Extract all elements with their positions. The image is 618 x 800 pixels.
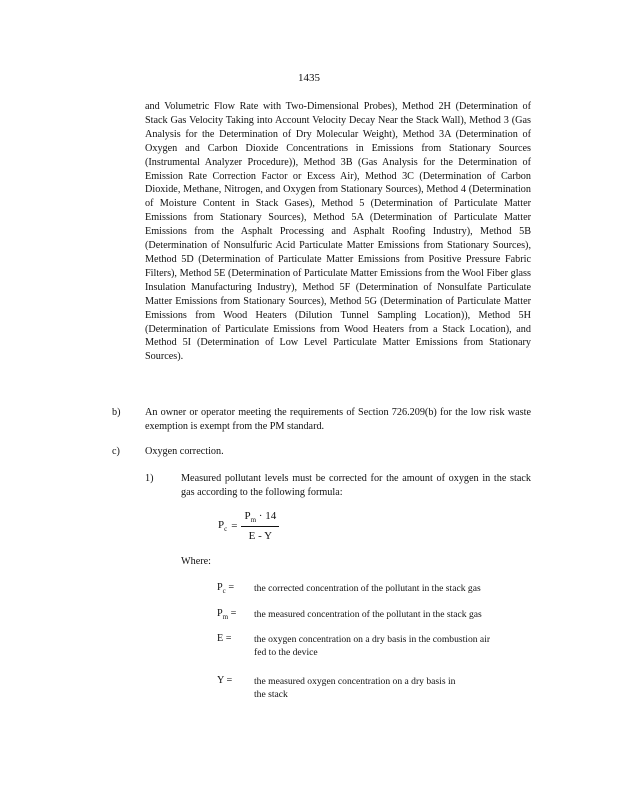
- formula-numerator: $P_m \cdot 14$: [241, 510, 279, 527]
- item-c1-text: Measured pollutant levels must be corrected for the amount of oxygen in the stack gas according to the following formula:: [181, 473, 531, 498]
- item-b-label: b): [112, 407, 121, 418]
- where-label: Where:: [181, 556, 211, 567]
- definition-symbol-y: Y =: [217, 675, 233, 686]
- formula-lhs: $P_c$: [218, 519, 228, 534]
- item-c-text: Oxygen correction.: [145, 446, 224, 457]
- definition-text-e: the oxygen concentration on a dry basis in the combustion air fed to the device: [254, 634, 491, 658]
- definition-text-pc: the corrected concentration of the pollutant in the stack gas: [254, 583, 481, 594]
- item-c-label: c): [112, 446, 120, 457]
- intro-paragraph: and Volumetric Flow Rate with Two-Dimensional Probes), Method 2H (Determination of Stack Gas Velocity Taking into Account Velocity Decay Near the Stack Wall), Method 3 (Gas Analysis for the Determination of Dry Molecular Weight), Method 3A (Determination of Oxygen and Carbon Dioxide Concentrations in Emissions from Stationary Sources (Instrumental Analyzer Procedure)), Method 3B (Gas Analysis for the Determination of Emission Rate Correction Factor or Excess Air), Method 3C (Determination of Carbon Dioxide, Methane, Nitrogen, and Oxygen from Stationary Sources), Method 4 (Determination of Moisture Content in Stack Gases), Method 5 (Determination of Particulate Matter Emissions from Stationary Sources), Method 5A (Determination of Particulate Matter Emissions from the Asphalt Processing and Asphalt Roofing Industry), Method 5B (Determination of Nonsulfuric Acid Particulate Matter Emissions from Stationary Sources), Method 5D (Determination of Particulate Matter Emissions from Positive Pressure Fabric Filters), Method 5E (Determination of Particulate Matter Emissions from the Wool Fiber glass Insulation Manufacturing Industry), Method 5F (Determination of Nonsulfate Particulate Matter Emissions from Stationary Sources), Method 5G (Determination of Particulate Matter Emissions from Wood Heaters (Dilution Tunnel Sampling Location)), Method 5H (Determination of Particulate Emissions from Wood Heaters from a Stack Location), and Method 5I (Determination of Low Level Particulate Matter Emissions from Stationary Sources).: [145, 101, 531, 363]
- item-b-text: An owner or operator meeting the requirements of Section 726.209(b) for the low risk waste exemption is exempt from the PM standard.: [145, 407, 531, 432]
- definition-text-y: the measured oxygen concentration on a dry basis in the stack: [254, 676, 456, 700]
- definition-symbol-pm: $P_m$ =: [217, 608, 237, 622]
- formula-denominator: E - Y: [248, 530, 273, 543]
- formula-fraction: [241, 510, 279, 542]
- oxygen-correction-formula: [218, 510, 279, 542]
- page-number: 1435: [298, 72, 320, 84]
- definition-symbol-e: E =: [217, 633, 232, 644]
- formula-equals: =: [231, 520, 238, 533]
- definition-symbol-pc: $P_c$ =: [217, 582, 235, 596]
- definition-text-pm: the measured concentration of the pollutant in the stack gas: [254, 609, 482, 620]
- item-c1-label: 1): [145, 473, 154, 484]
